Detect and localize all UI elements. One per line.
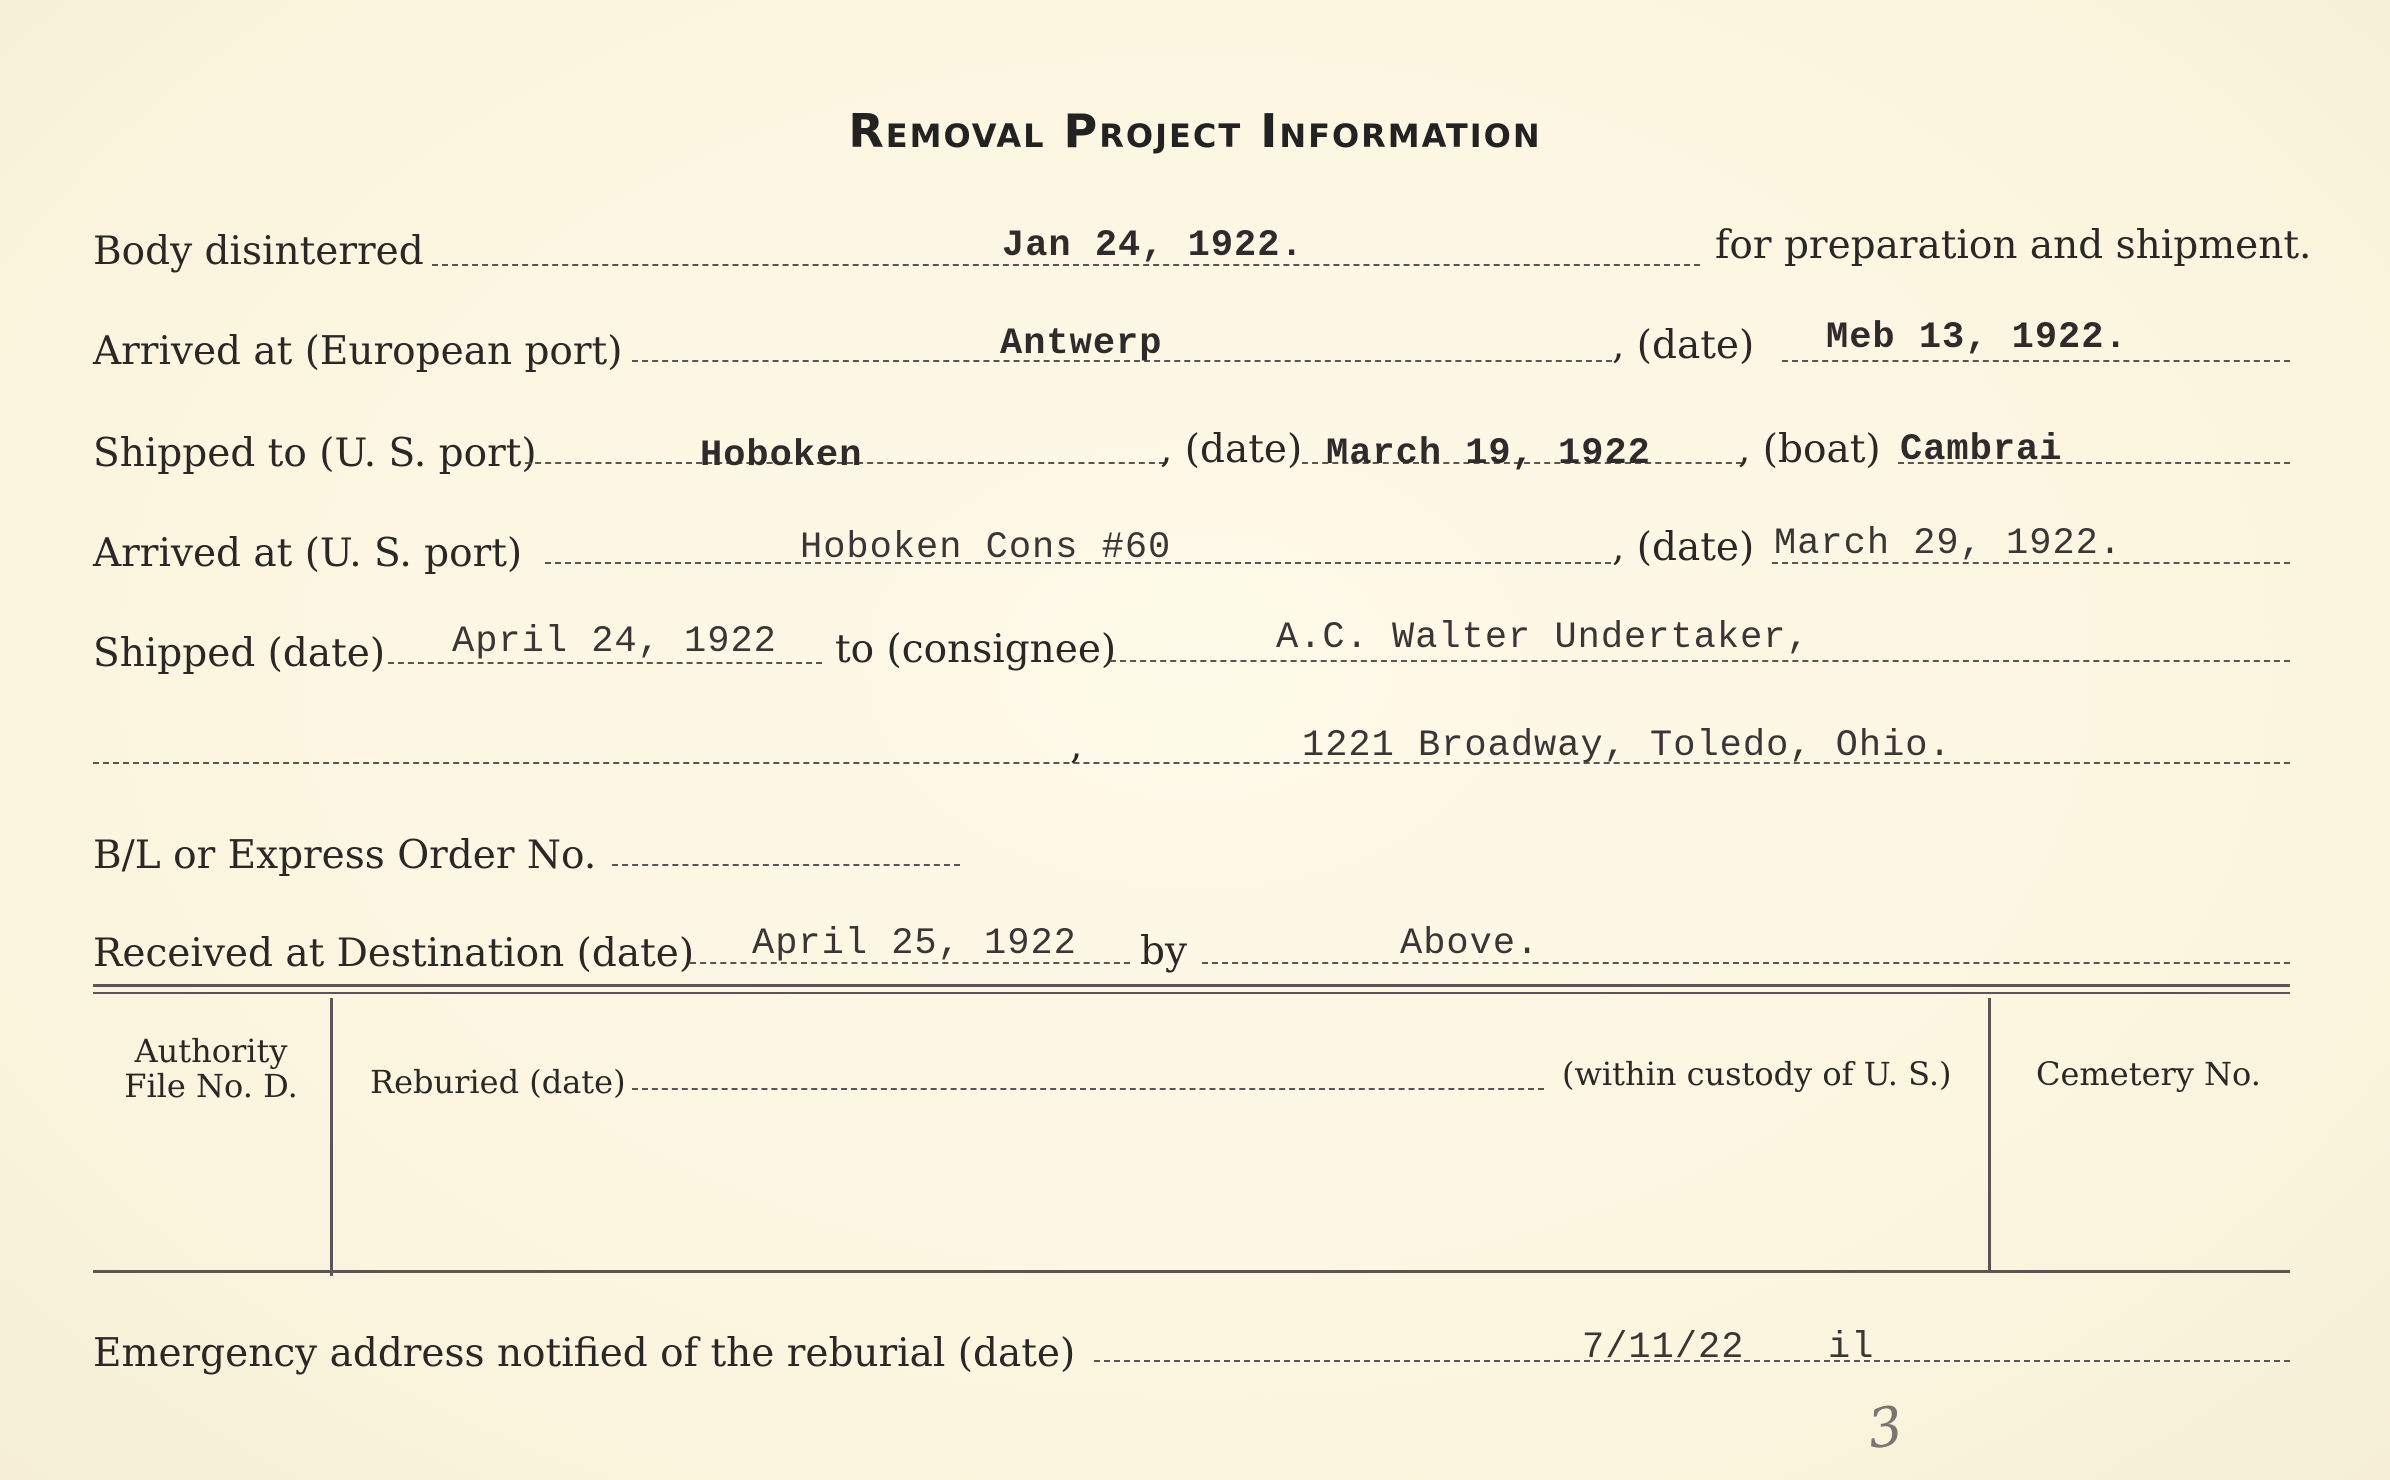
reburied-date-line bbox=[632, 1088, 1544, 1090]
emergency-notified-value: 7/11/22 bbox=[1582, 1327, 1745, 1369]
bl-order-label: B/L or Express Order No. bbox=[93, 833, 597, 878]
consignee-line bbox=[1110, 660, 2290, 662]
emergency-notified-label: Emergency address notified of the reburial (date) bbox=[93, 1331, 1076, 1376]
arrived-european-date-value: Meb 13, 1922. bbox=[1826, 317, 2128, 359]
received-date-label: Received at Destination (date) bbox=[93, 931, 695, 976]
table-top-rule bbox=[93, 984, 2290, 987]
shipped-date-label: Shipped (date) bbox=[93, 631, 386, 676]
received-date-value: April 25, 1922 bbox=[752, 923, 1077, 965]
arrived-us-port-value: Hoboken Cons #60 bbox=[800, 527, 1172, 569]
arrived-european-date-line bbox=[1782, 360, 2290, 362]
shipped-us-date-label: , (date) bbox=[1160, 427, 1303, 472]
arrived-us-date-value: March 29, 1922. bbox=[1774, 523, 2123, 565]
authority-file-label: Authority File No. D. bbox=[124, 1032, 298, 1106]
arrived-european-port-value: Antwerp bbox=[1000, 323, 1163, 365]
received-by-label: by bbox=[1140, 929, 1187, 974]
arrived-us-date-label: , (date) bbox=[1612, 525, 1755, 570]
shipped-us-date-value: March 19, 1922 bbox=[1326, 433, 1651, 475]
bl-order-line bbox=[612, 864, 960, 866]
reburied-date-label: Reburied (date) bbox=[370, 1063, 626, 1101]
address-line bbox=[93, 762, 2290, 764]
handwritten-mark: 3 bbox=[1863, 1393, 1907, 1462]
shipped-us-port-value: Hoboken bbox=[700, 435, 863, 477]
table-bottom-rule bbox=[93, 1270, 2290, 1273]
consignee-value: A.C. Walter Undertaker, bbox=[1276, 617, 1810, 659]
address-value: 1221 Broadway, Toledo, Ohio. bbox=[1302, 725, 1952, 767]
table-divider-left bbox=[330, 998, 333, 1276]
emergency-initials: il bbox=[1828, 1327, 1875, 1369]
table-top-rule-2 bbox=[93, 992, 2290, 994]
shipped-us-boat-label: , (boat) bbox=[1738, 427, 1881, 472]
consignee-label: to (consignee) bbox=[835, 627, 1117, 672]
address-comma: , bbox=[1070, 723, 1083, 768]
body-disinterred-suffix: for preparation and shipment. bbox=[1715, 223, 2312, 268]
custody-label: (within custody of U. S.) bbox=[1562, 1055, 1952, 1093]
cemetery-number-label: Cemetery No. bbox=[2036, 1055, 2261, 1093]
table-divider-right bbox=[1988, 998, 1991, 1270]
body-disinterred-value: Jan 24, 1922. bbox=[1002, 225, 1304, 267]
arrived-european-date-label: , (date) bbox=[1612, 323, 1755, 368]
received-by-value: Above. bbox=[1400, 923, 1540, 965]
page-title: Removal Project Information bbox=[848, 104, 1542, 158]
shipped-us-port-label: Shipped to (U. S. port) bbox=[93, 431, 537, 476]
arrived-european-port-label: Arrived at (European port) bbox=[93, 329, 623, 374]
body-disinterred-label: Body disinterred bbox=[93, 229, 424, 274]
shipped-us-boat-value: Cambrai bbox=[1900, 429, 2063, 471]
shipped-date-value: April 24, 1922 bbox=[452, 621, 777, 663]
arrived-us-port-label: Arrived at (U. S. port) bbox=[93, 531, 523, 576]
received-by-line bbox=[1202, 962, 2290, 964]
